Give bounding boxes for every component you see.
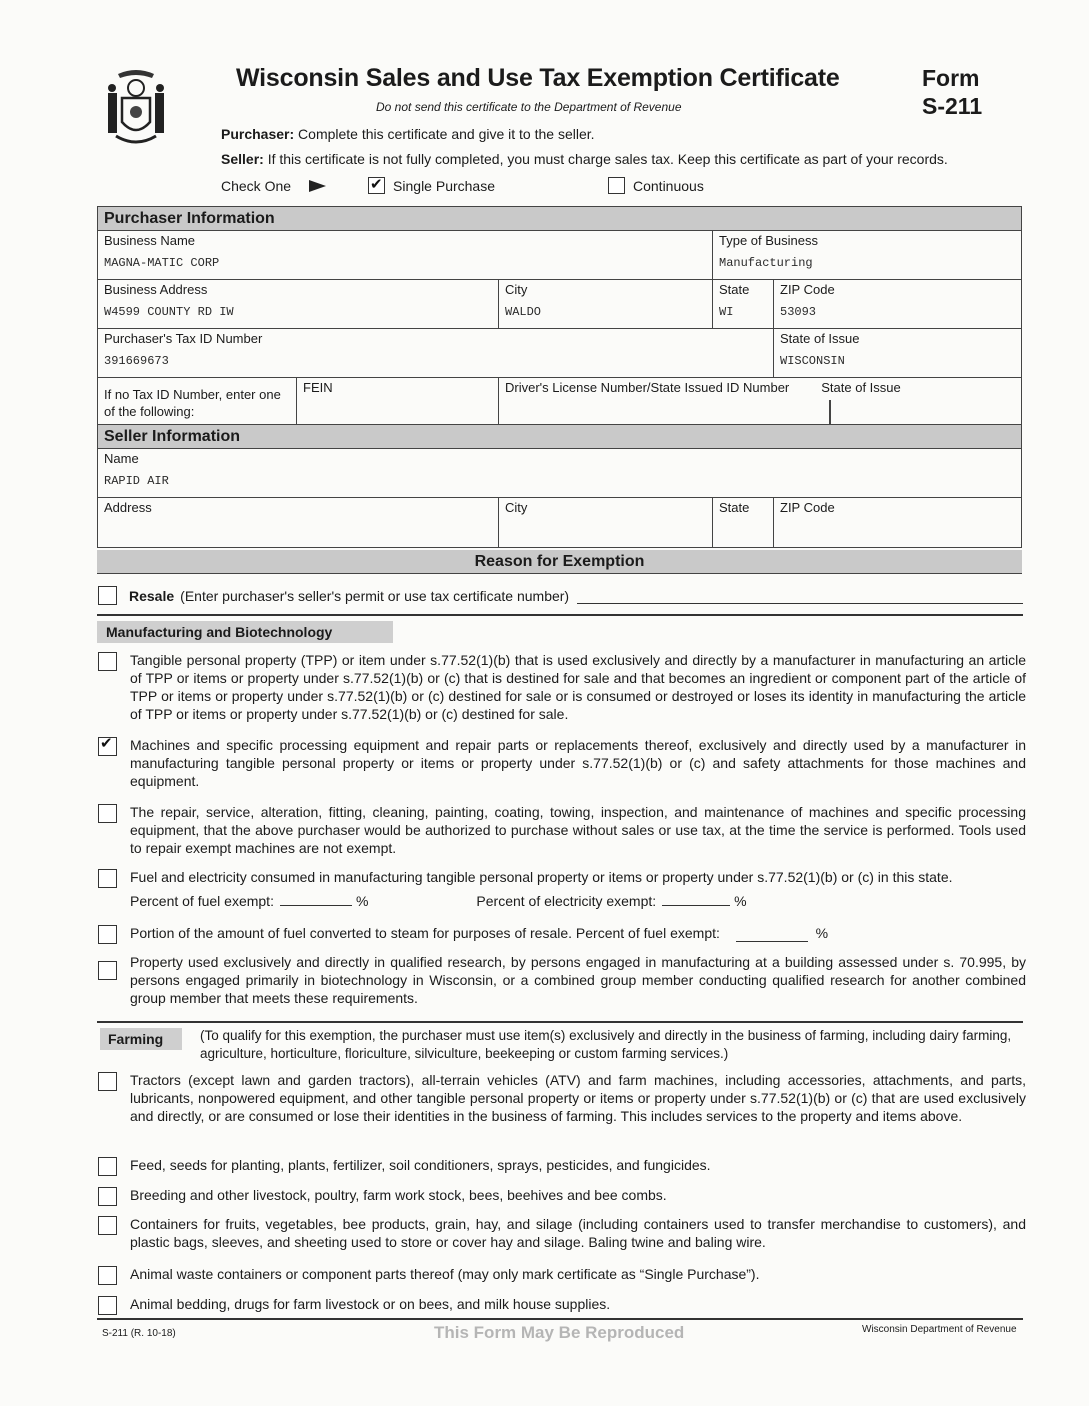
- purchaser-state-value: WI: [719, 305, 734, 319]
- info-table: [97, 206, 1022, 548]
- purchaser-row-name: [98, 231, 1021, 280]
- farming-item-6: [98, 1295, 1026, 1315]
- resale-label: Resale: [129, 587, 175, 604]
- seller-address-label: Address: [104, 500, 152, 515]
- electricity-percent-label: Percent of electricity exempt:: [476, 893, 657, 909]
- purchaser-row-alt-id: [98, 378, 1021, 425]
- manufacturing-item-5: [98, 924, 1026, 944]
- drivers-license-label: Driver's License Number/State Issued ID Number: [505, 380, 790, 395]
- farming-item-5-checkbox[interactable]: [98, 1266, 117, 1285]
- farming-item-3-text: Breeding and other livestock, poultry, farm work stock, bees, beehives and bee combs.: [130, 1187, 667, 1203]
- continuous-checkbox[interactable]: [608, 177, 625, 194]
- farming-section-header: Farming: [100, 1028, 182, 1050]
- tax-id-value: 391669673: [104, 354, 169, 368]
- type-of-business-label: Type of Business: [719, 233, 818, 248]
- farming-item-1: [98, 1071, 1026, 1125]
- seller-instruction-label: Seller:: [221, 151, 264, 167]
- fuel-percent-input[interactable]: [280, 892, 352, 906]
- manufacturing-item-3-checkbox[interactable]: [98, 804, 117, 823]
- seller-zip-label: ZIP Code: [780, 500, 835, 515]
- single-purchase-label: Single Purchase: [393, 177, 495, 194]
- manufacturing-item-5-body: [130, 924, 1026, 944]
- seller-row-name: [98, 449, 1021, 498]
- farming-item-4: [98, 1215, 1026, 1251]
- manufacturing-item-1-text: Tangible personal property (TPP) or item under s.77.52(1)(b) that is used exclusively and directly by a manufacturer in manufacturing an article of TPP or items or property under s.77.52(1)(b) or (c) that is destined for sale and that becomes an ingredient or component part of the article of TPP or items or property under s.77.52(1)(b) or (c) destined for sale or is consumed or destroyed or loses its identity in manufacturing the article of TPP or items or property under s.77.52(1)(b) or (c) destined for sale.: [130, 652, 1026, 722]
- farming-item-2: [98, 1156, 1026, 1176]
- arrow-right-icon: [309, 180, 326, 192]
- manufacturing-item-6-text: Property used exclusively and directly in qualified research, by persons engaged in manufacturing at a building assessed under s. 70.995, by persons engaged primarily in biotechnology in Wisconsin, or a combined group member conducting qualified research for another combined group member that meets these requirements.: [130, 954, 1026, 1006]
- resale-permit-input[interactable]: [577, 588, 1023, 604]
- farming-item-1-checkbox[interactable]: [98, 1072, 117, 1091]
- farming-item-5-text: Animal waste containers or component parts thereof (may only mark certificate as “Single Purchase”).: [130, 1266, 760, 1282]
- manufacturing-item-1: [98, 651, 1026, 723]
- purchaser-instruction-label: Purchaser:: [221, 126, 295, 142]
- section-divider: [97, 1021, 1023, 1023]
- manufacturing-section-header: Manufacturing and Biotechnology: [97, 621, 393, 643]
- form-code: S-211: [922, 93, 983, 119]
- farming-item-1-text: Tractors (except lawn and garden tractors), all-terrain vehicles (ATV) and farm machines, including accessories, attachments, and parts, lubricants, nonpowered equipment, and other tangible personal property or items or property under s.77.52(1)(b) or (c) that are used exclusively and directly, or are consumed or lose their identities in the business of farming. This includes services to the property and items above.: [130, 1072, 1026, 1124]
- manufacturing-item-3: [98, 803, 1026, 857]
- seller-address-field[interactable]: [98, 498, 499, 547]
- seller-instruction-text: If this certificate is not fully completed, you must charge sales tax. Keep this certificate as part of your records.: [267, 151, 948, 167]
- seller-name-value: RAPID AIR: [104, 474, 169, 488]
- purchaser-section-header: Purchaser Information: [98, 207, 1021, 231]
- farming-item-2-checkbox[interactable]: [98, 1157, 117, 1176]
- form-label: Form: [922, 65, 980, 91]
- fein-field[interactable]: [297, 378, 499, 424]
- purchaser-city-field[interactable]: [499, 280, 713, 328]
- footer-divider: [97, 1318, 1023, 1320]
- manufacturing-item-3-text: The repair, service, alteration, fitting, cleaning, painting, coating, towing, inspection, and maintenance of machines and specific processing equipment, that the above purchaser would be authorized to purchase without sales or use tax, at the time the service is performed. Tools used to repair exempt machines are not exempt.: [130, 804, 1026, 856]
- seller-state-label: State: [719, 500, 750, 515]
- farming-item-4-text: Containers for fruits, vegetables, bee products, grain, hay, and silage (including containers used to transfer merchandise to customers), and plastic bags, sleeves, and sheeting used to store or cover hay and silage. Baling twine and baling wire.: [130, 1216, 1026, 1250]
- manufacturing-item-2: [98, 736, 1026, 790]
- section-divider: [97, 614, 1023, 616]
- fuel-electricity-percent-row: [130, 892, 1026, 910]
- purchaser-zip-value: 53093: [780, 305, 817, 319]
- dl-state-divider: [829, 400, 831, 424]
- purchaser-state-label: State: [719, 282, 750, 297]
- fuel-percent-sign: %: [355, 893, 369, 909]
- business-name-label: Business Name: [104, 233, 196, 248]
- manufacturing-item-4-text: Fuel and electricity consumed in manufacturing tangible personal property or items or property under s.77.52(1)(b) or (c) in this state.: [130, 869, 953, 885]
- seller-name-field[interactable]: [98, 449, 1021, 497]
- fein-label: FEIN: [303, 380, 333, 395]
- fuel-percent-label: Percent of fuel exempt:: [130, 893, 274, 909]
- no-tax-id-label: If no Tax ID Number, enter one of the following:: [104, 387, 281, 419]
- purchaser-zip-label: ZIP Code: [780, 282, 835, 297]
- electricity-percent-sign: %: [734, 893, 747, 909]
- seller-city-label: City: [505, 500, 528, 515]
- manufacturing-item-6: [98, 953, 1026, 1007]
- seller-instruction: [221, 151, 948, 167]
- seller-state-field[interactable]: [713, 498, 774, 547]
- wisconsin-state-seal-icon: [104, 66, 168, 152]
- manufacturing-item-1-checkbox[interactable]: [98, 652, 117, 671]
- business-address-field[interactable]: [98, 280, 499, 328]
- purchase-type-row: [221, 177, 704, 194]
- seller-row-address: [98, 498, 1021, 547]
- seller-city-field[interactable]: [499, 498, 713, 547]
- state-of-issue-label: State of Issue: [780, 331, 860, 346]
- reason-section-header: Reason for Exemption: [97, 550, 1022, 574]
- business-address-label: Business Address: [104, 282, 208, 297]
- farming-item-5: [98, 1265, 1026, 1285]
- manufacturing-item-4-checkbox[interactable]: [98, 869, 117, 888]
- page-title: Wisconsin Sales and Use Tax Exemption Certificate: [236, 64, 840, 92]
- no-tax-id-note: [98, 378, 297, 424]
- farming-item-3-checkbox[interactable]: [98, 1187, 117, 1206]
- farming-item-6-checkbox[interactable]: [98, 1296, 117, 1315]
- resale-instruction: (Enter purchaser's seller's permit or use tax certificate number): [180, 587, 570, 604]
- electricity-percent-input[interactable]: [662, 892, 730, 906]
- resale-option: [98, 586, 1023, 605]
- manufacturing-item-2-text: Machines and specific processing equipment and repair parts or replacements thereof, exclusively and directly used by a manufacturer in manufacturing tangible personal property or items or property under s.77.52(1)(b) or (c) and safety attachments for those machines and equipment.: [130, 737, 1026, 789]
- business-name-field[interactable]: [98, 231, 713, 279]
- purchaser-row-taxid: [98, 329, 1021, 378]
- continuous-label: Continuous: [633, 177, 704, 194]
- purchaser-city-label: City: [505, 282, 528, 297]
- page-subtitle: Do not send this certificate to the Department of Revenue: [376, 100, 682, 114]
- resale-checkbox[interactable]: [98, 586, 117, 605]
- purchaser-instruction: [221, 126, 595, 142]
- purchaser-zip-field[interactable]: [774, 280, 1021, 328]
- state-of-issue-field[interactable]: [774, 329, 1021, 377]
- farming-note: (To qualify for this exemption, the purchaser must use item(s) exclusively and directly in the business of farming, including dairy farming, agriculture, horticulture, floriculture, silviculture, beekeeping or custom farming services.): [200, 1028, 1012, 1061]
- purchaser-state-field[interactable]: [713, 280, 774, 328]
- form-revision: S-211 (R. 10-18): [102, 1328, 176, 1339]
- business-name-value: MAGNA-MATIC CORP: [104, 256, 220, 270]
- seller-zip-field[interactable]: [774, 498, 1021, 547]
- tax-id-field[interactable]: [98, 329, 774, 377]
- farming-item-3: [98, 1186, 1026, 1206]
- manufacturing-item-5-checkbox[interactable]: [98, 925, 117, 944]
- manufacturing-item-6-checkbox[interactable]: [98, 961, 117, 980]
- purchaser-row-address: [98, 280, 1021, 329]
- type-of-business-field[interactable]: [713, 231, 1021, 279]
- drivers-license-field[interactable]: [499, 378, 1021, 424]
- agency-name: Wisconsin Department of Revenue: [862, 1324, 1017, 1335]
- type-of-business-value: Manufacturing: [719, 256, 813, 270]
- check-one-label: Check One: [221, 177, 292, 194]
- manufacturing-item-4-body: [130, 868, 1026, 910]
- seller-section-header: Seller Information: [98, 425, 1021, 449]
- drivers-license-labels: [505, 380, 1015, 395]
- steam-fuel-percent-input[interactable]: [736, 928, 808, 942]
- manufacturing-item-2-checkbox[interactable]: [98, 737, 117, 756]
- manufacturing-item-4: [98, 868, 1026, 910]
- farming-item-2-text: Feed, seeds for planting, plants, fertilizer, soil conditioners, sprays, pesticides, and fungicides.: [130, 1157, 711, 1173]
- form-number: [922, 64, 982, 120]
- purchaser-city-value: WALDO: [505, 305, 542, 319]
- reproduce-notice: This Form May Be Reproduced: [434, 1323, 685, 1342]
- manufacturing-item-5-text: Portion of the amount of fuel converted to steam for purposes of resale. Percent of fuel exempt:: [130, 925, 720, 941]
- steam-fuel-percent-sign: %: [815, 925, 829, 941]
- seller-name-label: Name: [104, 451, 139, 466]
- dl-state-of-issue-label: State of Issue: [821, 380, 901, 395]
- single-purchase-checkbox[interactable]: [368, 177, 385, 194]
- purchaser-instruction-text: Complete this certificate and give it to the seller.: [298, 126, 595, 142]
- tax-id-label: Purchaser's Tax ID Number: [104, 331, 263, 346]
- farming-item-4-checkbox[interactable]: [98, 1216, 117, 1235]
- farming-item-6-text: Animal bedding, drugs for farm livestock or on bees, and milk house supplies.: [130, 1296, 611, 1312]
- business-address-value: W4599 COUNTY RD IW: [104, 305, 234, 319]
- state-of-issue-value: WISCONSIN: [780, 354, 845, 368]
